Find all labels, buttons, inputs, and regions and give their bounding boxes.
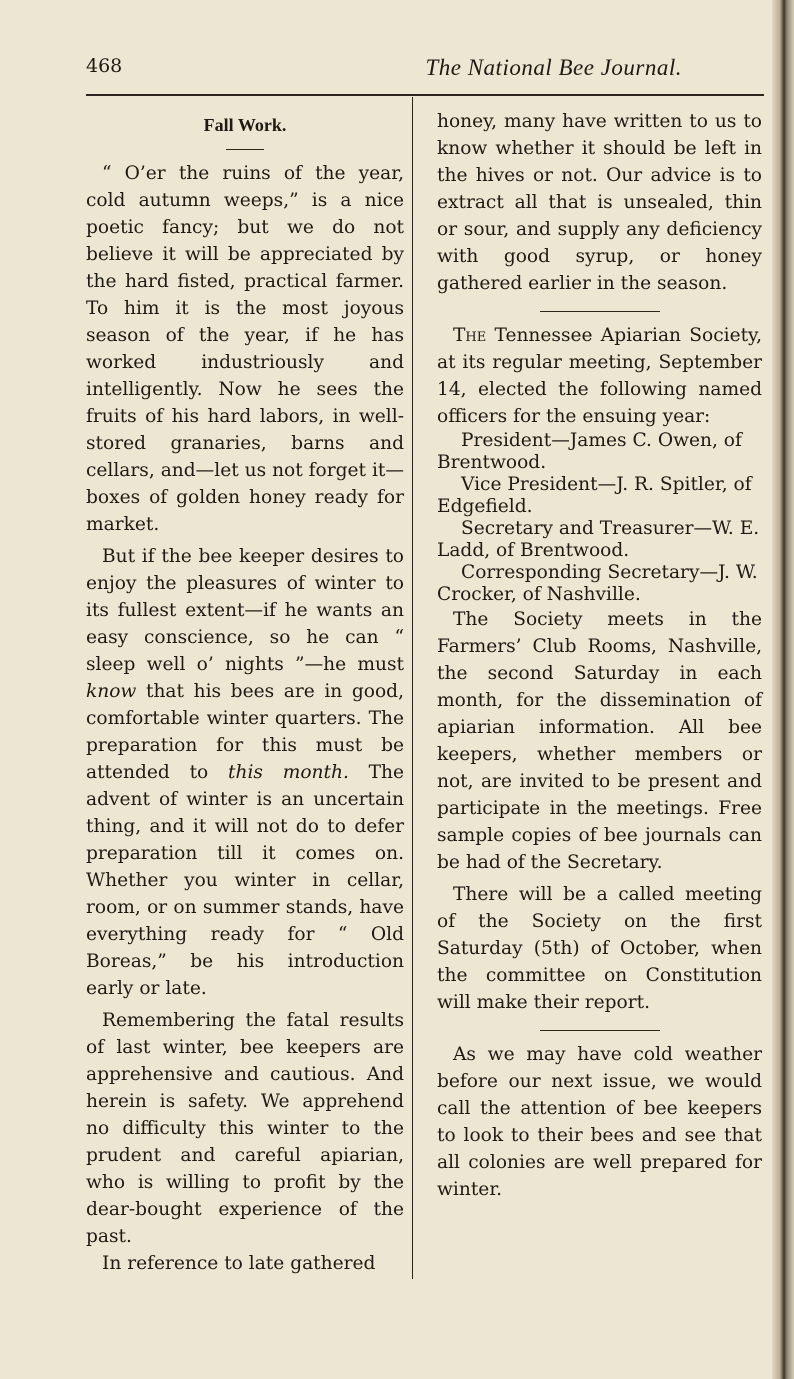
header-rule bbox=[86, 94, 764, 96]
emphasis-know: know bbox=[86, 681, 137, 702]
paragraph-late-honey: In reference to late gathered bbox=[102, 1253, 376, 1274]
text-run: Tennessee Apiarian Society, at its regular meeting, September 14, elected the following named officers for the ensuing year: bbox=[437, 325, 762, 427]
paragraph-last-winter: Remembering the fatal results of last winter, bee keepers are apprehensive and cautious. And herein is safety. We apprehend no difficulty this winter to the prudent and careful apiarian, who is willing to profit by the dear-bought experience of the past. bbox=[86, 1010, 404, 1247]
paragraph-cold-weather: As we may have cold weather before our next issue, we would call the attention of bee keepers to look to their bees and see that all colonies are well prepared for winter. bbox=[437, 1044, 762, 1200]
lead-word: The bbox=[453, 325, 487, 346]
page-edge bbox=[772, 0, 794, 1379]
title-rule bbox=[226, 149, 264, 150]
text-run: But if the bee keeper desires to enjoy the pleasures of winter to its fullest extent—if he wants an easy conscience, so he can “ sleep well o’ nights ”—he must bbox=[86, 546, 404, 675]
officer-corresponding-secretary: Corresponding Secretary—J. W. Crocker, of Nashville. bbox=[437, 562, 758, 605]
paragraph-society bbox=[437, 322, 762, 430]
journal-title: The National Bee Journal. bbox=[425, 55, 682, 80]
page-number: 468 bbox=[86, 55, 123, 77]
column-divider bbox=[412, 97, 413, 1279]
officer-secretary-treasurer: Secretary and Treasurer—W. E. Ladd, of Brentwood. bbox=[437, 518, 760, 561]
right-column bbox=[437, 108, 762, 1203]
emphasis-this-month: this month. bbox=[228, 762, 349, 783]
text-run: that his bees are in good, comfortable winter quarters. The preparation for this must be attended to bbox=[86, 681, 404, 783]
paragraph-society-meets: The Society meets in the Farmers’ Club Rooms, Nashville, the second Saturday in each month, for the dissemination of apiarian information. All bee keepers, whether members or not, are invited to be present and participate in the meetings. Free sample copies of bee journals can be had of the Secretary. bbox=[437, 609, 762, 873]
text-run: The advent of winter is an uncertain thing, and it will not do to defer preparation till it comes on. Whether you winter in cellar, room, or on summer stands, have everything ready for “ Old Boreas,” be his introduction early or late. bbox=[86, 762, 404, 999]
section-rule bbox=[540, 311, 660, 312]
officer-president: President—James C. Owen, of Brentwood. bbox=[437, 430, 742, 473]
article-title: Fall Work. bbox=[203, 115, 287, 135]
section-rule bbox=[540, 1030, 660, 1031]
paragraph-called-meeting: There will be a called meeting of the Society on the first Saturday (5th) of October, when the committee on Constitution will make their report. bbox=[437, 884, 762, 1013]
left-column bbox=[86, 108, 404, 1277]
page-header bbox=[86, 55, 766, 89]
officer-vice-president: Vice President—J. R. Spitler, of Edgefield. bbox=[437, 474, 752, 517]
paragraph-winter-pleasures bbox=[86, 543, 404, 1002]
paragraph-honey-advice: honey, many have written to us to know whether it should be left in the hives or not. Our advice is to extract all that is unsealed, thin or sour, and supply any deficiency with good syrup, or honey gathered earlier in the season. bbox=[437, 111, 762, 294]
paragraph-ruins: “ O’er the ruins of the year, cold autumn weeps,” is a nice poetic fancy; but we do not believe it will be appreciated by the hard fisted, practical farmer. To him it is the most joyous season of the year, if he has worked industriously and intelligently. Now he sees the fruits of his hard labors, in well-stored granaries, barns and cellars, and—let us not forget it—boxes of golden honey ready for market. bbox=[86, 163, 404, 535]
